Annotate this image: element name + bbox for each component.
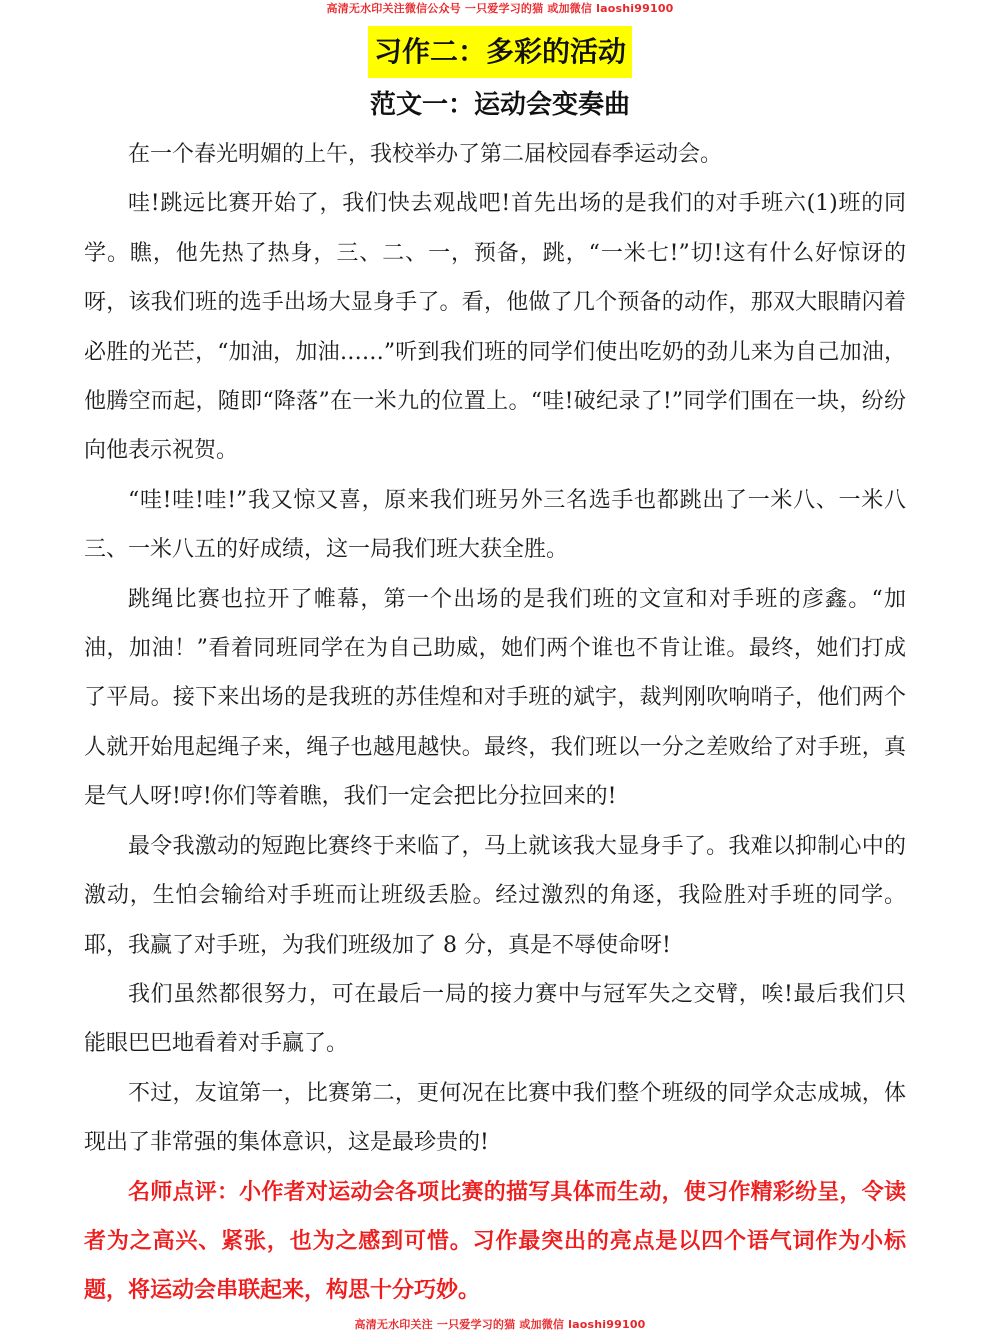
paragraph-5: 最令我激动的短跑比赛终于来临了，马上就该我大显身手了。我难以抑制心中的激动，生怕会输给对手班而让班级丢脸。经过激烈的角逐，我险胜对手班的同学。耶，我赢了对手班，为我们班级加了 8 分，真是不辱使命呀! [84, 833, 906, 958]
paragraph-2: 哇!跳远比赛开始了，我们快去观战吧!首先出场的是我们的对手班六(1)班的同学。瞧，他先热了热身，三、二、一，预备，跳，“一米七!”切!这有什么好惊讶的呀，该我们班的选手出场大显身手了。看，他做了几个预备的动作，那双大眼睛闪着必胜的光芒，“加油，加油……”听到我们班的同学们使出吃奶的劲儿来为自己加油，他腾空而起，随即“降落”在一米九的位置上。“哇!破纪录了!”同学们围在一块，纷纷向他表示祝贺。 [84, 191, 906, 464]
essay-body [84, 130, 906, 1316]
paragraph-6: 我们虽然都很努力，可在最后一局的接力赛中与冠军失之交臂，唉!最后我们只能眼巴巴地看着对手赢了。 [84, 981, 906, 1057]
essay-subtitle: 范文一：运动会变奏曲 [369, 90, 630, 120]
paragraph-4: 跳绳比赛也拉开了帷幕，第一个出场的是我们班的文宣和对手班的彦鑫。“加油，加油！”看着同班同学在为自己助威，她们两个谁也不肯让谁。最终，她们打成了平局。接下来出场的是我班的苏佳煌和对手班的斌宇，裁判刚吹响哨子，他们两个人就开始甩起绳子来，绳子也越甩越快。最终，我们班以一分之差败给了对手班，真是气人呀!哼!你们等着瞧，我们一定会把比分拉回来的! [84, 586, 906, 810]
paragraph-1: 在一个春光明媚的上午，我校举办了第二届校园春季运动会。 [128, 142, 723, 167]
watermark-bottom: 高清无水印关注 一只爱学习的猫 或加微信 laoshi99100 [354, 1318, 646, 1331]
page-title: 习作二：多彩的活动 [368, 26, 632, 78]
paragraph-3: “哇!哇!哇!”我又惊又喜，原来我们班另外三名选手也都跳出了一米八、一米八三、一米八五的好成绩，这一局我们班大获全胜。 [84, 487, 906, 563]
watermark-top: 高清无水印关注微信公众号 一只爱学习的猫 或加微信 laoshi99100 [326, 2, 674, 15]
teacher-comment: 名师点评：小作者对运动会各项比赛的描写具体而生动，使习作精彩纷呈，令读者为之高兴、紧张，也为之感到可惜。习作最突出的亮点是以四个语气词作为小标题，将运动会串联起来，构思十分巧妙。 [84, 1179, 906, 1304]
title-block [0, 26, 1000, 78]
paragraph-7: 不过，友谊第一，比赛第二，更何况在比赛中我们整个班级的同学众志成城，体现出了非常强的集体意识，这是最珍贵的! [84, 1080, 906, 1156]
